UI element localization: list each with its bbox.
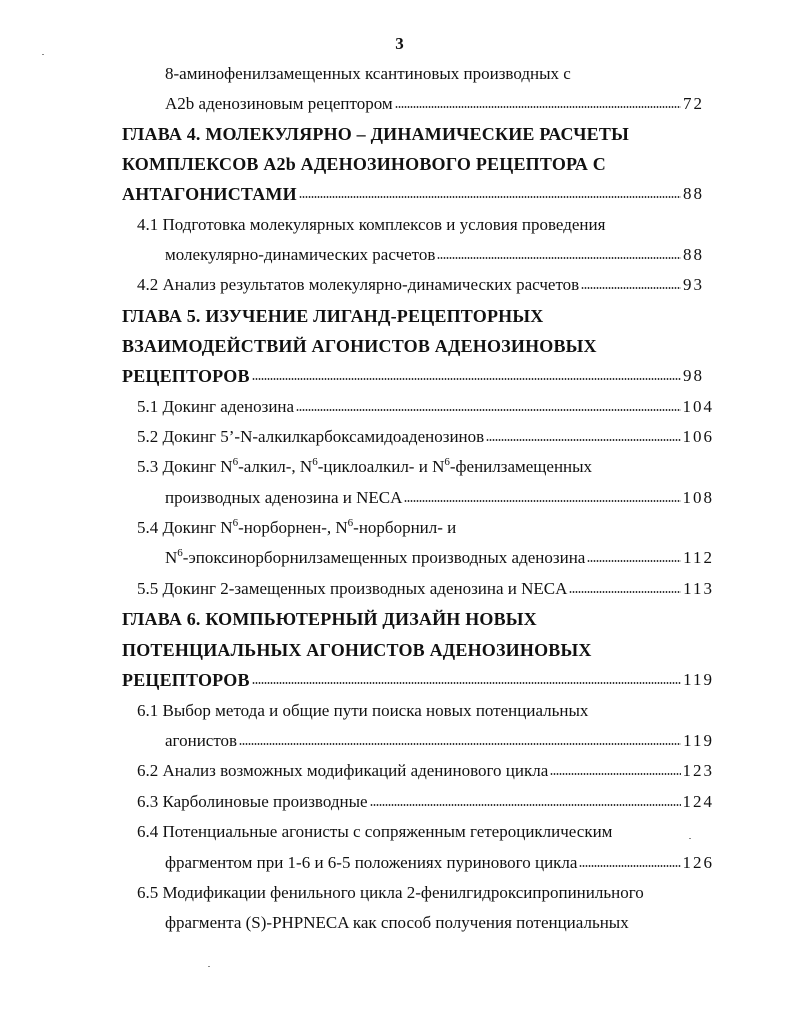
toc-line xyxy=(137,456,592,478)
text-part: N xyxy=(165,548,178,567)
dot-leader xyxy=(296,407,680,413)
toc-line xyxy=(137,821,612,843)
dot-leader xyxy=(252,376,681,382)
chapter-heading xyxy=(122,153,606,175)
dot-leader xyxy=(437,255,681,261)
toc-entry xyxy=(165,93,704,115)
toc-line xyxy=(137,882,644,904)
chapter-heading-text: ГЛАВА 5. ИЗУЧЕНИЕ ЛИГАНД-РЕЦЕПТОРНЫХ xyxy=(122,306,544,326)
toc-entry xyxy=(137,578,714,600)
text-part: 5.3 Докинг N xyxy=(137,457,233,476)
toc-page-number: 113 xyxy=(683,579,714,598)
text-part: -алкил-, N xyxy=(238,457,313,476)
toc-line xyxy=(165,63,571,85)
chapter-heading xyxy=(122,335,597,357)
toc-entry-title: 5.5 Докинг 2-замещенных производных аденозина и NECA xyxy=(137,579,568,598)
toc-line-text: 6.4 Потенциальные агонисты с сопряженным гетероциклическим xyxy=(137,822,613,841)
dot-leader xyxy=(395,104,681,110)
dot-leader xyxy=(239,741,681,747)
superscript: 6 xyxy=(347,517,354,529)
toc-entry-title: молекулярно-динамических расчетов xyxy=(165,245,436,264)
toc-page-number: 98 xyxy=(683,366,704,385)
toc-line xyxy=(137,517,456,539)
dot-leader xyxy=(569,589,681,595)
toc-line xyxy=(137,214,605,236)
superscript: 6 xyxy=(232,456,239,468)
toc-page-number: 112 xyxy=(683,548,714,567)
text-part: -норборнен-, N xyxy=(238,518,348,537)
toc-page-number: 119 xyxy=(683,731,714,750)
toc-entry xyxy=(137,426,714,448)
page-number: 3 xyxy=(395,34,404,53)
toc-entry xyxy=(165,244,704,266)
chapter-heading-text: ПОТЕНЦИАЛЬНЫХ АГОНИСТОВ АДЕНОЗИНОВЫХ xyxy=(122,640,592,660)
chapter-heading xyxy=(122,123,629,145)
toc-page-number: 126 xyxy=(682,853,714,872)
toc-line-text: 8-аминофенилзамещенных ксантиновых производных с xyxy=(165,64,571,83)
toc-entry xyxy=(122,669,714,691)
toc-page-number: 106 xyxy=(682,427,714,446)
toc-line-text xyxy=(137,456,592,478)
dot-leader xyxy=(486,437,680,443)
chapter-heading xyxy=(122,305,543,327)
dot-leader xyxy=(404,498,680,504)
superscript: 6 xyxy=(177,547,183,559)
toc-line xyxy=(137,700,588,722)
chapter-heading-text: АНТАГОНИСТАМИ xyxy=(122,184,297,204)
superscript: 6 xyxy=(232,517,239,529)
text-part: -циклоалкил- и N xyxy=(317,457,445,476)
toc-line-text: 6.5 Модификации фенильного цикла 2-фенилгидроксипропинильного xyxy=(137,883,644,902)
scan-speck xyxy=(208,966,210,967)
toc-page-number: 123 xyxy=(682,761,714,780)
text-part: -эпоксинорборнилзамещенных производных аденозина xyxy=(182,548,586,567)
toc-entry xyxy=(122,365,704,387)
superscript: 6 xyxy=(444,456,450,468)
toc-entry xyxy=(165,487,714,509)
toc-page-number: 88 xyxy=(683,245,704,264)
toc-page-number: 72 xyxy=(683,94,704,113)
toc-page-number: 124 xyxy=(682,792,714,811)
dot-leader xyxy=(579,863,680,869)
toc-entry-title: производных аденозина и NECA xyxy=(165,488,403,507)
toc-entry-title: агонистов xyxy=(165,731,238,750)
chapter-heading-text: КОМПЛЕКСОВ A2b АДЕНОЗИНОВОГО РЕЦЕПТОРА С xyxy=(122,154,607,174)
toc-entry-title: 4.2 Анализ результатов молекулярно-динамических расчетов xyxy=(137,275,580,294)
dot-leader xyxy=(299,194,681,200)
dot-leader xyxy=(252,680,681,686)
dot-leader xyxy=(581,285,681,291)
text-part: 5.4 Докинг N xyxy=(137,518,233,537)
toc-entry-title: A2b аденозиновым рецептором xyxy=(165,94,393,113)
chapter-heading-text: ВЗАИМОДЕЙСТВИЙ АГОНИСТОВ АДЕНОЗИНОВЫХ xyxy=(122,336,597,356)
dot-leader xyxy=(587,558,681,564)
toc-entry xyxy=(122,183,704,205)
superscript: 6 xyxy=(312,456,318,468)
toc-entry xyxy=(137,760,714,782)
toc-page-number: 104 xyxy=(682,397,714,416)
toc-line xyxy=(165,912,629,934)
toc-line-text: 4.1 Подготовка молекулярных комплексов и условия проведения xyxy=(137,215,606,234)
scan-speck xyxy=(42,54,44,55)
scan-speck xyxy=(689,838,691,839)
text-part: -норборнил- и xyxy=(353,518,457,537)
chapter-heading-text: РЕЦЕПТОРОВ xyxy=(122,366,250,386)
toc-entry-title: 6.2 Анализ возможных модификаций аденинового цикла xyxy=(137,761,549,780)
toc-entry-title xyxy=(165,547,585,569)
text-part: -фенилзамещенных xyxy=(449,457,593,476)
toc-entry xyxy=(137,396,714,418)
toc-page-number: 88 xyxy=(683,184,704,203)
toc-entry-title: фрагментом при 1-6 и 6-5 положениях пуринового цикла xyxy=(165,853,578,872)
chapter-heading xyxy=(122,608,537,630)
toc-line-text: 6.1 Выбор метода и общие пути поиска новых потенциальных xyxy=(137,701,589,720)
toc-page-number: 108 xyxy=(682,488,714,507)
toc-entry-title: 6.3 Карболиновые производные xyxy=(137,792,368,811)
chapter-heading-text: РЕЦЕПТОРОВ xyxy=(122,670,250,690)
toc-page-number: 93 xyxy=(683,275,704,294)
toc-entry xyxy=(165,547,714,569)
toc-entry-title: 5.1 Докинг аденозина xyxy=(137,397,295,416)
toc-entry xyxy=(165,852,714,874)
chapter-heading xyxy=(122,639,592,661)
toc-entry-title: 5.2 Докинг 5’-N-алкилкарбоксамидоаденозинов xyxy=(137,427,485,446)
toc-entry xyxy=(165,730,714,752)
toc-line-text xyxy=(137,517,456,539)
dot-leader xyxy=(370,802,681,808)
chapter-heading-text: ГЛАВА 6. КОМПЬЮТЕРНЫЙ ДИЗАЙН НОВЫХ xyxy=(122,609,537,629)
toc-line-text: фрагмента (S)-PHPNECA как способ получения потенциальных xyxy=(165,913,629,932)
chapter-heading-text: ГЛАВА 4. МОЛЕКУЛЯРНО – ДИНАМИЧЕСКИЕ РАСЧЕТЫ xyxy=(122,124,629,144)
toc-entry xyxy=(137,274,704,296)
toc-page-number: 119 xyxy=(683,670,714,689)
dot-leader xyxy=(550,771,680,777)
toc-entry xyxy=(137,791,714,813)
